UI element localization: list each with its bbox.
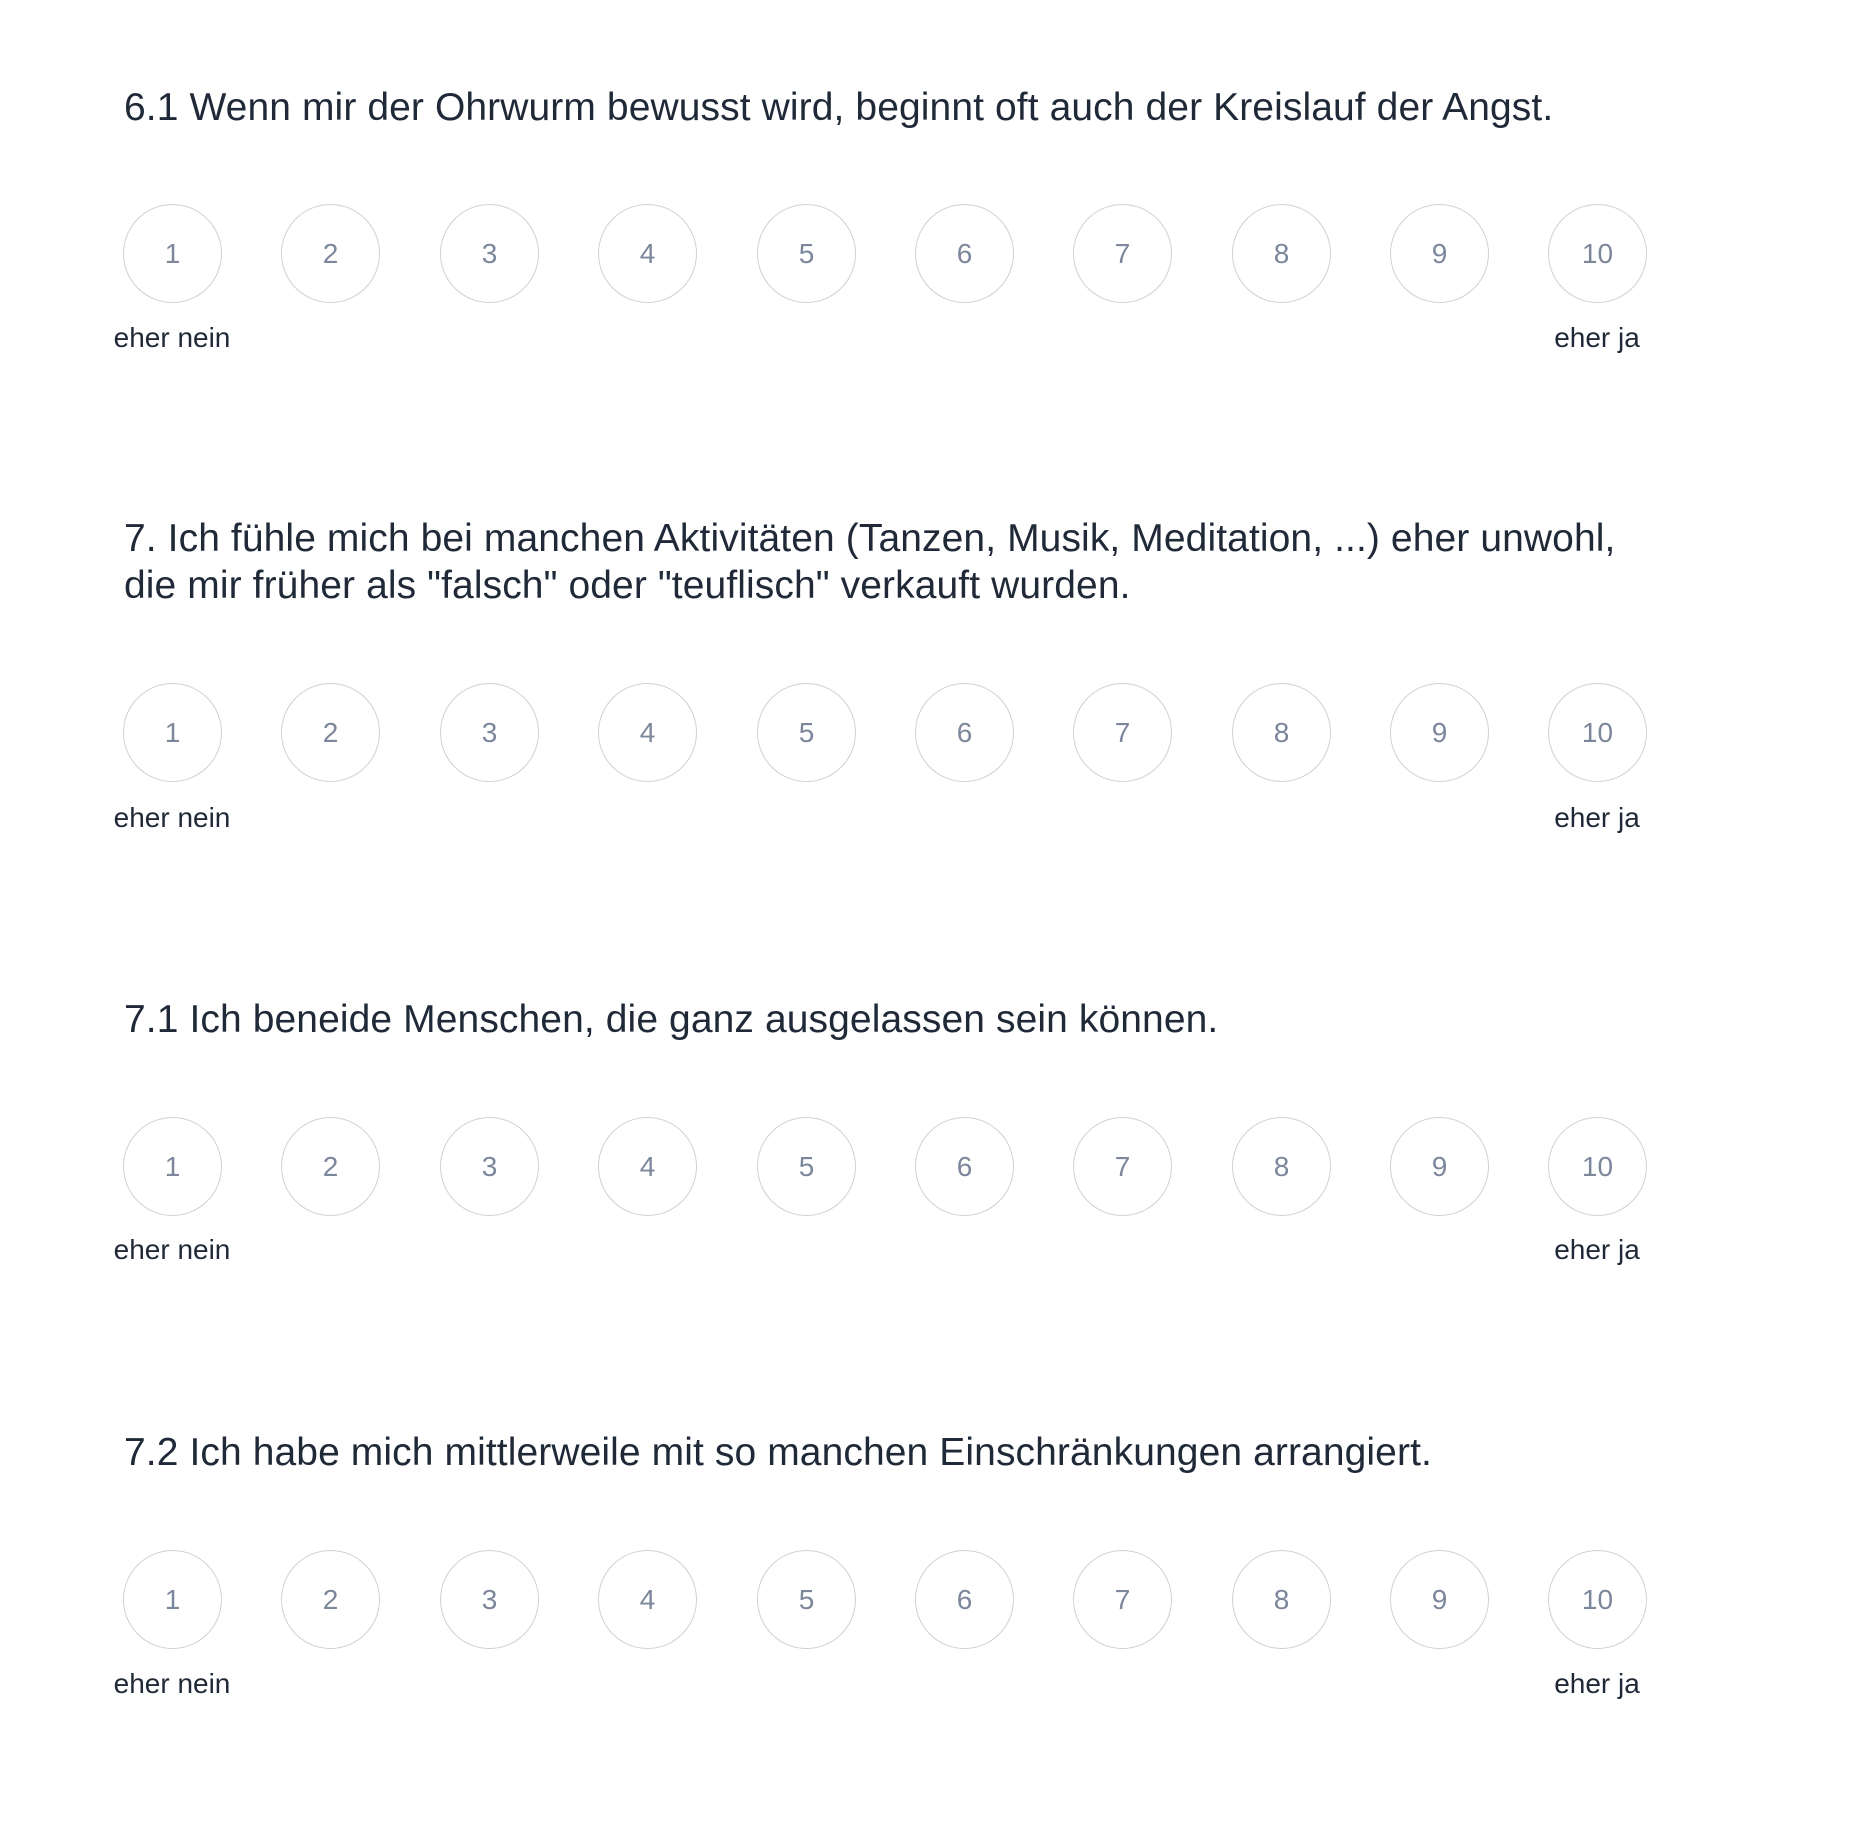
question-title: 7.1 Ich beneide Menschen, die ganz ausgelassen sein können.	[124, 998, 1219, 1041]
rating-option-5[interactable]: 5	[757, 204, 856, 303]
rating-option-6[interactable]: 6	[915, 204, 1014, 303]
rating-option-5[interactable]: 5	[757, 1117, 856, 1216]
scale-label-low: eher nein	[113, 322, 231, 353]
rating-option-7[interactable]: 7	[1073, 1117, 1172, 1216]
rating-option-8[interactable]: 8	[1232, 204, 1331, 303]
rating-option-8[interactable]: 8	[1232, 1117, 1331, 1216]
rating-option-9[interactable]: 9	[1390, 1550, 1489, 1649]
rating-option-6[interactable]: 6	[915, 1550, 1014, 1649]
scale-label-high: eher ja	[1554, 802, 1640, 833]
rating-option-2[interactable]: 2	[281, 1550, 380, 1649]
scale-label-high: eher ja	[1554, 1668, 1640, 1699]
rating-option-1[interactable]: 1	[123, 204, 222, 303]
rating-option-1[interactable]: 1	[123, 1550, 222, 1649]
rating-option-8[interactable]: 8	[1232, 1550, 1331, 1649]
question-title: 7.2 Ich habe mich mittlerweile mit so manchen Einschränkungen arrangiert.	[124, 1431, 1432, 1474]
rating-option-2[interactable]: 2	[281, 204, 380, 303]
scale-label-high: eher ja	[1554, 1234, 1640, 1265]
rating-option-8[interactable]: 8	[1232, 683, 1331, 782]
rating-option-4[interactable]: 4	[598, 204, 697, 303]
rating-option-6[interactable]: 6	[915, 683, 1014, 782]
rating-option-3[interactable]: 3	[440, 683, 539, 782]
rating-option-9[interactable]: 9	[1390, 683, 1489, 782]
rating-option-2[interactable]: 2	[281, 1117, 380, 1216]
rating-option-9[interactable]: 9	[1390, 1117, 1489, 1216]
scale-label-low: eher nein	[113, 1668, 231, 1699]
rating-option-10[interactable]: 10	[1548, 204, 1647, 303]
rating-scale	[0, 1550, 1867, 1650]
rating-option-7[interactable]: 7	[1073, 683, 1172, 782]
rating-option-10[interactable]: 10	[1548, 1550, 1647, 1649]
rating-option-4[interactable]: 4	[598, 683, 697, 782]
rating-option-6[interactable]: 6	[915, 1117, 1014, 1216]
rating-option-10[interactable]: 10	[1548, 1117, 1647, 1216]
rating-option-3[interactable]: 3	[440, 1117, 539, 1216]
rating-option-9[interactable]: 9	[1390, 204, 1489, 303]
rating-scale	[0, 204, 1867, 304]
rating-option-5[interactable]: 5	[757, 683, 856, 782]
rating-option-3[interactable]: 3	[440, 204, 539, 303]
scale-label-high: eher ja	[1554, 322, 1640, 353]
question-title: 6.1 Wenn mir der Ohrwurm bewusst wird, beginnt oft auch der Kreislauf der Angst.	[124, 86, 1554, 129]
rating-option-7[interactable]: 7	[1073, 1550, 1172, 1649]
scale-label-low: eher nein	[113, 802, 231, 833]
rating-option-1[interactable]: 1	[123, 1117, 222, 1216]
rating-option-2[interactable]: 2	[281, 683, 380, 782]
rating-scale	[0, 683, 1867, 783]
rating-option-3[interactable]: 3	[440, 1550, 539, 1649]
rating-option-1[interactable]: 1	[123, 683, 222, 782]
rating-option-4[interactable]: 4	[598, 1117, 697, 1216]
scale-label-low: eher nein	[113, 1234, 231, 1265]
rating-option-4[interactable]: 4	[598, 1550, 697, 1649]
rating-option-5[interactable]: 5	[757, 1550, 856, 1649]
rating-option-7[interactable]: 7	[1073, 204, 1172, 303]
rating-option-10[interactable]: 10	[1548, 683, 1647, 782]
question-title: 7. Ich fühle mich bei manchen Aktivitäten (Tanzen, Musik, Meditation, ...) eher unwohl, die mir früher als "falsch" oder "teuflisch" verkauft wurden.	[124, 517, 1616, 607]
rating-scale	[0, 1117, 1867, 1217]
